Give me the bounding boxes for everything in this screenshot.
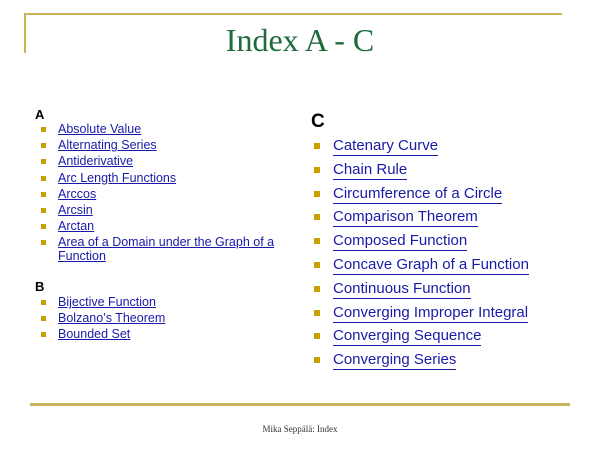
bullet-icon (41, 176, 46, 181)
index-item (308, 256, 578, 275)
index-item (308, 280, 578, 299)
index-link[interactable]: Bounded Set (58, 327, 131, 342)
index-list-c (308, 137, 578, 375)
index-item (34, 154, 294, 168)
index-link[interactable]: Area of a Domain under the Graph of a Function (58, 235, 275, 264)
index-link[interactable]: Chain Rule (333, 160, 408, 178)
index-link[interactable]: Bolzano’s Theorem (58, 311, 166, 326)
index-item (34, 187, 294, 201)
bullet-icon (41, 159, 46, 164)
bullet-icon (41, 240, 46, 245)
index-item (34, 219, 294, 233)
index-link[interactable]: Circumference of a Circle (333, 184, 503, 202)
index-link[interactable]: Concave Graph of a Function (333, 255, 529, 273)
index-link[interactable]: Alternating Series (58, 138, 157, 153)
bullet-icon (41, 127, 46, 132)
index-item (34, 122, 294, 136)
index-link[interactable]: Comparison Theorem (333, 208, 478, 226)
bullet-icon (314, 310, 320, 316)
index-item (308, 137, 578, 156)
index-link[interactable]: Converging Sequence (333, 327, 482, 345)
top-rule (24, 13, 562, 15)
bullet-icon (314, 167, 320, 173)
index-link[interactable]: Arccos (58, 186, 97, 201)
index-link[interactable]: Composed Function (333, 232, 468, 250)
index-item (308, 351, 578, 370)
index-list-a (34, 122, 294, 266)
section-heading-a: A (35, 107, 45, 122)
index-link[interactable]: Absolute Value (58, 122, 142, 136)
bullet-icon (314, 214, 320, 220)
bullet-icon (314, 143, 320, 149)
bullet-icon (41, 332, 46, 337)
index-item (308, 304, 578, 323)
index-item (34, 327, 294, 341)
bullet-icon (41, 316, 46, 321)
index-item (308, 327, 578, 346)
bullet-icon (314, 191, 320, 197)
index-link[interactable]: Converging Improper Integral (333, 303, 529, 321)
index-item (34, 203, 294, 217)
index-link[interactable]: Catenary Curve (333, 137, 439, 154)
index-item (34, 138, 294, 152)
index-item (34, 311, 294, 325)
index-item (308, 185, 578, 204)
bullet-icon (314, 238, 320, 244)
bullet-icon (41, 208, 46, 213)
index-item (308, 161, 578, 180)
index-link[interactable]: Arctan (58, 219, 95, 234)
bottom-rule (30, 403, 570, 406)
index-link[interactable]: Bijective Function (58, 295, 156, 309)
index-link[interactable]: Continuous Function (333, 279, 471, 297)
index-item (308, 232, 578, 251)
bullet-icon (41, 192, 46, 197)
index-item (308, 208, 578, 227)
bullet-icon (314, 333, 320, 339)
index-item (34, 295, 294, 309)
section-heading-c: C (311, 111, 325, 132)
bullet-icon (41, 300, 46, 305)
bullet-icon (41, 143, 46, 148)
bullet-icon (41, 224, 46, 229)
index-link[interactable]: Converging Series (333, 351, 457, 369)
index-list-b (34, 295, 294, 344)
bullet-icon (314, 286, 320, 292)
bullet-icon (314, 262, 320, 268)
section-heading-b: B (35, 279, 45, 294)
index-item (34, 171, 294, 185)
index-link[interactable]: Arcsin (58, 202, 93, 217)
index-link[interactable]: Antiderivative (58, 154, 134, 169)
index-link[interactable]: Arc Length Functions (58, 170, 177, 185)
page-title: Index A - C (225, 22, 375, 58)
index-item (34, 235, 294, 263)
bullet-icon (314, 357, 320, 363)
footer-text: Mika Seppälä: Index (262, 424, 338, 434)
